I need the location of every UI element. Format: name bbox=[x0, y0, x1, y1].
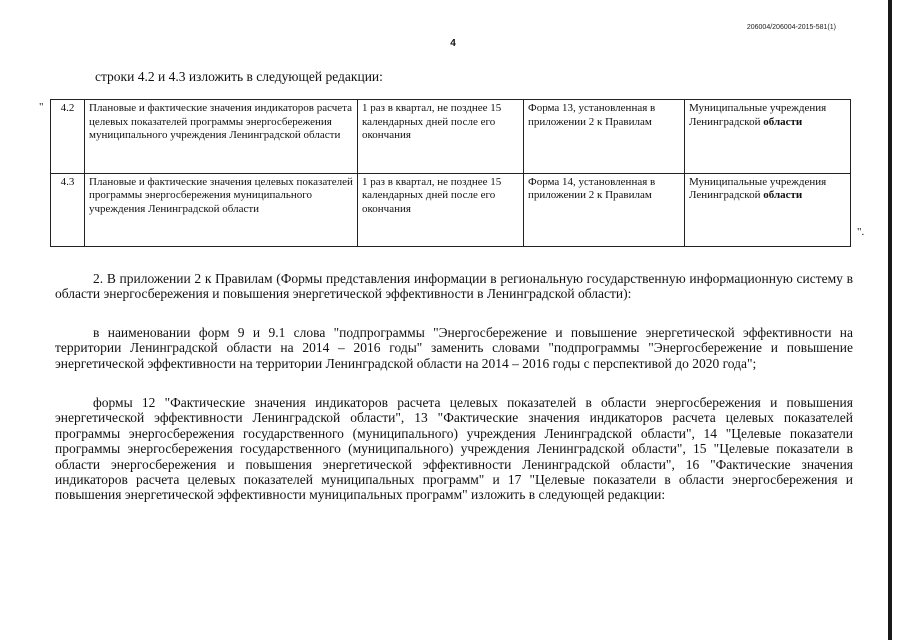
paragraph-text: в наименовании форм 9 и 9.1 слова "подпрограммы "Энергосбережение и повышение энергетической эффективности на территории Ленинградской области на 2014 – 2016 годы" заменить словами "подпрограммы "Энергосбережение и повышение энергетической эффективности на территории Ленинградской области на 2014 – 2016 годы с перспективой до 2020 года"; bbox=[55, 325, 853, 371]
table-row bbox=[51, 100, 851, 174]
recipient bbox=[685, 100, 851, 174]
amendment-table bbox=[50, 99, 851, 247]
row-number: 4.3 bbox=[51, 173, 85, 247]
paragraph-forms-12-17 bbox=[55, 395, 853, 503]
page-number: 4 bbox=[450, 38, 456, 49]
closing-quote: ". bbox=[857, 226, 865, 238]
reporting-frequency: 1 раз в квартал, не позднее 15 календарных дней после его окончания bbox=[358, 100, 524, 174]
paragraph-text: 2. В приложении 2 к Правилам (Формы представления информации в региональную государственную информационную систему в области энергосбережения и повышения энергетической эффективности в Ленинградской области): bbox=[55, 271, 853, 302]
recipient bbox=[685, 173, 851, 247]
scan-edge bbox=[888, 0, 892, 640]
paragraph-item-2 bbox=[55, 271, 853, 302]
report-form: Форма 13, установленная в приложении 2 к Правилам bbox=[524, 100, 685, 174]
paragraph-forms-9 bbox=[55, 325, 853, 371]
recipient-text: Муниципальные учреждения Ленинградской bbox=[689, 102, 827, 128]
row-number: 4.2 bbox=[51, 100, 85, 174]
indicator-name: Плановые и фактические значения индикаторов расчета целевых показателей программы энергосбережения муниципального учреждения Ленинградской области bbox=[85, 100, 358, 174]
opening-quote: " bbox=[39, 101, 44, 113]
recipient-text: Муниципальные учреждения Ленинградской bbox=[689, 175, 827, 202]
recipient-region: области bbox=[763, 115, 803, 128]
document-id: 206004/206004-2015-581(1) bbox=[746, 24, 836, 31]
report-form: Форма 14, установленная в приложении 2 к Правилам bbox=[524, 173, 685, 247]
intro-line: строки 4.2 и 4.3 изложить в следующей редакции: bbox=[95, 69, 383, 84]
reporting-frequency: 1 раз в квартал, не позднее 15 календарных дней после его окончания bbox=[358, 173, 524, 247]
table-row bbox=[51, 173, 851, 247]
recipient-region: области bbox=[763, 189, 803, 202]
indicator-name: Плановые и фактические значения целевых показателей программы энергосбережения муниципального учреждения Ленинградской области bbox=[85, 173, 358, 247]
paragraph-text: формы 12 "Фактические значения индикаторов расчета целевых показателей в области энергосбережения и повышения энергетической эффективности Ленинградской области", 13 "Фактические значения индикаторов расчета целевых показателей программы энергосбережения государственного (муниципального) учреждения Ленинградской области", 14 "Целевые показатели программы энергосбережения государственного (муниципального) учреждения Ленинградской области", 15 "Целевые показатели в области энергосбережения и повышения энергетической эффективности Ленинградской области", 16 "Фактические значения индикаторов расчета целевых показателей муниципальных программ" и 17 "Целевые показатели в области энергосбережения и повышения энергетической эффективности муниципальных программ" изложить в следующей редакции: bbox=[55, 395, 853, 503]
